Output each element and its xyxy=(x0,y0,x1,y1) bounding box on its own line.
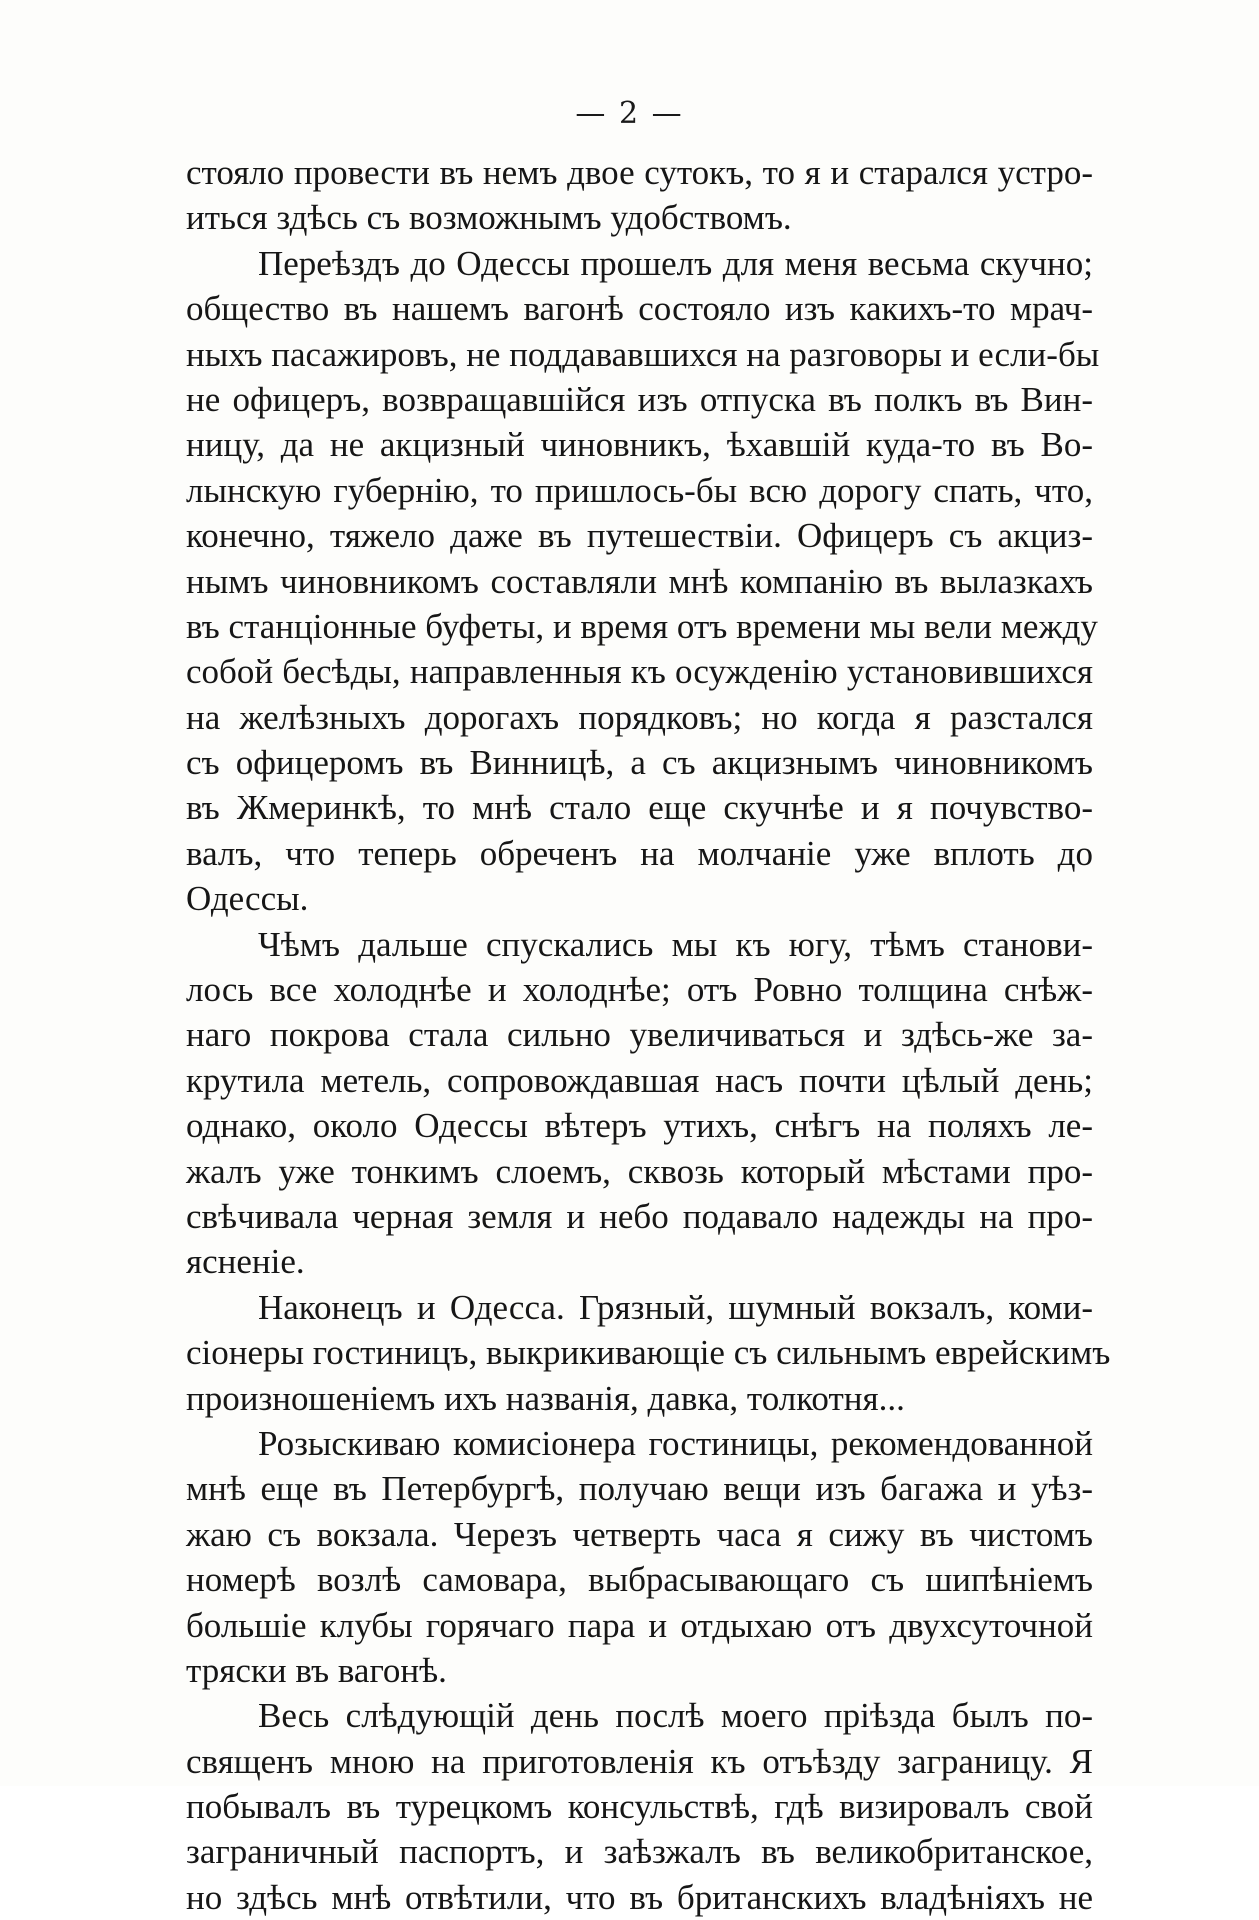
text-line: Переѣздъ до Одессы прошелъ для меня весьма скучно; xyxy=(258,243,1093,283)
text-line: иться здѣсь съ возможнымъ удобствомъ. xyxy=(186,198,792,238)
text-line: Весь слѣдующій день послѣ моего пріѣзда былъ по- xyxy=(258,1696,1093,1736)
text-line: ныхъ пасажировъ, не поддававшихся на разговоры и если-бы xyxy=(186,334,1100,374)
text-line: мнѣ еще въ Петербургѣ, получаю вещи изъ багажа и уѣз- xyxy=(186,1469,1093,1509)
text-line: нымъ чиновникомъ составляли мнѣ компанію въ вылазкахъ xyxy=(186,561,1093,601)
text-line: конечно, тяжело даже въ путешествіи. Офицеръ съ акциз- xyxy=(186,516,1093,556)
text-line: ясненіе. xyxy=(186,1242,305,1282)
text-line: въ Жмеринкѣ, то мнѣ стало еще скучнѣе и я почувство- xyxy=(186,788,1093,828)
text-line: общество въ нашемъ вагонѣ состояло изъ какихъ-то мрач- xyxy=(186,289,1093,329)
text-line: побывалъ въ турецкомъ консульствѣ, гдѣ визировалъ свой xyxy=(186,1787,1093,1827)
text-line: на желѣзныхъ дорогахъ порядковъ; но когда я разстался xyxy=(186,697,1093,737)
text-line: Розыскиваю комисіонера гостиницы, рекомендованной xyxy=(258,1423,1093,1463)
text-line: сіонеры гостиницъ, выкрикивающіе съ сильнымъ еврейскимъ xyxy=(186,1333,1111,1373)
body-text xyxy=(186,150,1111,1920)
text-line: произношеніемъ ихъ названія, давка, толкотня... xyxy=(186,1378,905,1418)
text-line: священъ мною на приготовленія къ отъѣзду заграницу. Я xyxy=(186,1741,1093,1781)
text-line: но здѣсь мнѣ отвѣтили, что въ британскихъ владѣніяхъ не xyxy=(186,1877,1093,1917)
text-line: въ станціонные буфеты, и время отъ времени мы вели между xyxy=(186,606,1098,646)
text-line: валъ, что теперь обреченъ на молчаніе уже вплоть до xyxy=(186,833,1093,873)
text-line: большіе клубы горячаго пара и отдыхаю отъ двухсуточной xyxy=(186,1605,1093,1645)
text-line: собой бесѣды, направленныя къ осужденію установившихся xyxy=(186,652,1093,692)
text-line: тряски въ вагонѣ. xyxy=(186,1650,447,1690)
text-line: стояло провести въ немъ двое сутокъ, то я и старался устро- xyxy=(186,153,1093,192)
text-line: свѣчивала черная земля и небо подавало надежды на про- xyxy=(186,1196,1093,1236)
text-line: Наконецъ и Одесса. Грязный, шумный вокзалъ, коми- xyxy=(258,1287,1093,1327)
text-line: однако, около Одессы вѣтеръ утихъ, снѣгъ на поляхъ ле- xyxy=(186,1106,1093,1146)
text-line: Чѣмъ дальше спускались мы къ югу, тѣмъ станови- xyxy=(258,924,1093,964)
text-line: жалъ уже тонкимъ слоемъ, сквозь который мѣстами про- xyxy=(186,1151,1093,1191)
page-number: — 2 — xyxy=(575,96,684,131)
text-line: заграничный паспортъ, и заѣзжалъ въ великобританское, xyxy=(186,1832,1093,1872)
text-line: наго покрова стала сильно увеличиваться и здѣсь-же за- xyxy=(186,1015,1093,1055)
text-line: Одессы. xyxy=(186,879,309,919)
text-line: съ офицеромъ въ Винницѣ, а съ акцизнымъ чиновникомъ xyxy=(186,743,1093,783)
text-line: лынскую губернію, то пришлось-бы всю дорогу спать, что, xyxy=(186,470,1093,510)
text-line: крутила метель, сопровождавшая насъ почти цѣлый день; xyxy=(186,1060,1093,1100)
text-line: ницу, да не акцизный чиновникъ, ѣхавшій куда-то въ Во- xyxy=(186,425,1093,465)
text-line: не офицеръ, возвращавшійся изъ отпуска въ полкъ въ Вин- xyxy=(186,379,1093,419)
text-line: лось все холоднѣе и холоднѣе; отъ Ровно толщина снѣж- xyxy=(186,970,1093,1010)
text-line: жаю съ вокзала. Черезъ четверть часа я сижу въ чистомъ xyxy=(186,1514,1093,1554)
text-line: номерѣ возлѣ самовара, выбрасывающаго съ шипѣніемъ xyxy=(186,1560,1093,1600)
